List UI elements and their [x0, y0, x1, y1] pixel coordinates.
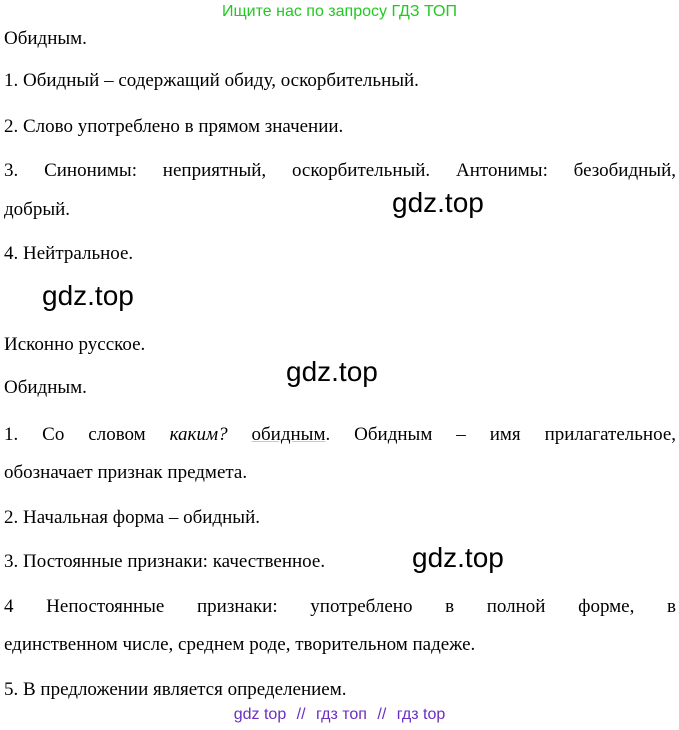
text-line: Обидным. [4, 28, 87, 49]
text-line: 5. В предложении является определением. [4, 679, 347, 700]
text-line: Обидным. [4, 377, 87, 398]
footer-link[interactable]: гдз топ [316, 706, 367, 723]
watermark: gdz.top [412, 542, 504, 573]
text-line: 2. Слово употреблено в прямом значении. [4, 116, 344, 137]
footer-separator: // [377, 706, 387, 723]
text-line: единственном числе, среднем роде, творительном падеже. [4, 634, 476, 655]
text-segment: . Обидным – имя прилагательное, [325, 424, 677, 445]
footer-link[interactable]: гдз top [396, 706, 446, 723]
text-line: добрый. [4, 199, 71, 220]
footer-separator: // [296, 706, 306, 723]
text-line [4, 424, 676, 446]
footer-link[interactable]: gdz top [233, 706, 287, 723]
text-line: 1. Обидный – содержащий обиду, оскорбительный. [4, 70, 419, 91]
text-line: 2. Начальная форма – обидный. [4, 507, 260, 528]
watermark: gdz.top [392, 187, 484, 218]
underlined-word: обидным [251, 424, 326, 445]
text-line: Исконно русское. [4, 334, 146, 355]
text-line: 4 Непостоянные признаки: употреблено в полной форме, в [4, 596, 676, 617]
watermark: gdz.top [42, 280, 134, 311]
text-line: 3. Синонимы: неприятный, оскорбительный. Антонимы: безобидный, [4, 160, 676, 181]
question-word: каким? [169, 424, 228, 445]
text-segment: 1. Со словом [4, 424, 170, 445]
watermark: gdz.top [286, 356, 378, 387]
text-line: 4. Нейтральное. [4, 243, 134, 264]
text-line: обозначает признак предмета. [4, 462, 248, 483]
footer-links [0, 705, 679, 725]
text-line: 3. Постоянные признаки: качественное. [4, 551, 326, 572]
search-banner: Ищите нас по запросу ГДЗ ТОП [222, 3, 457, 20]
